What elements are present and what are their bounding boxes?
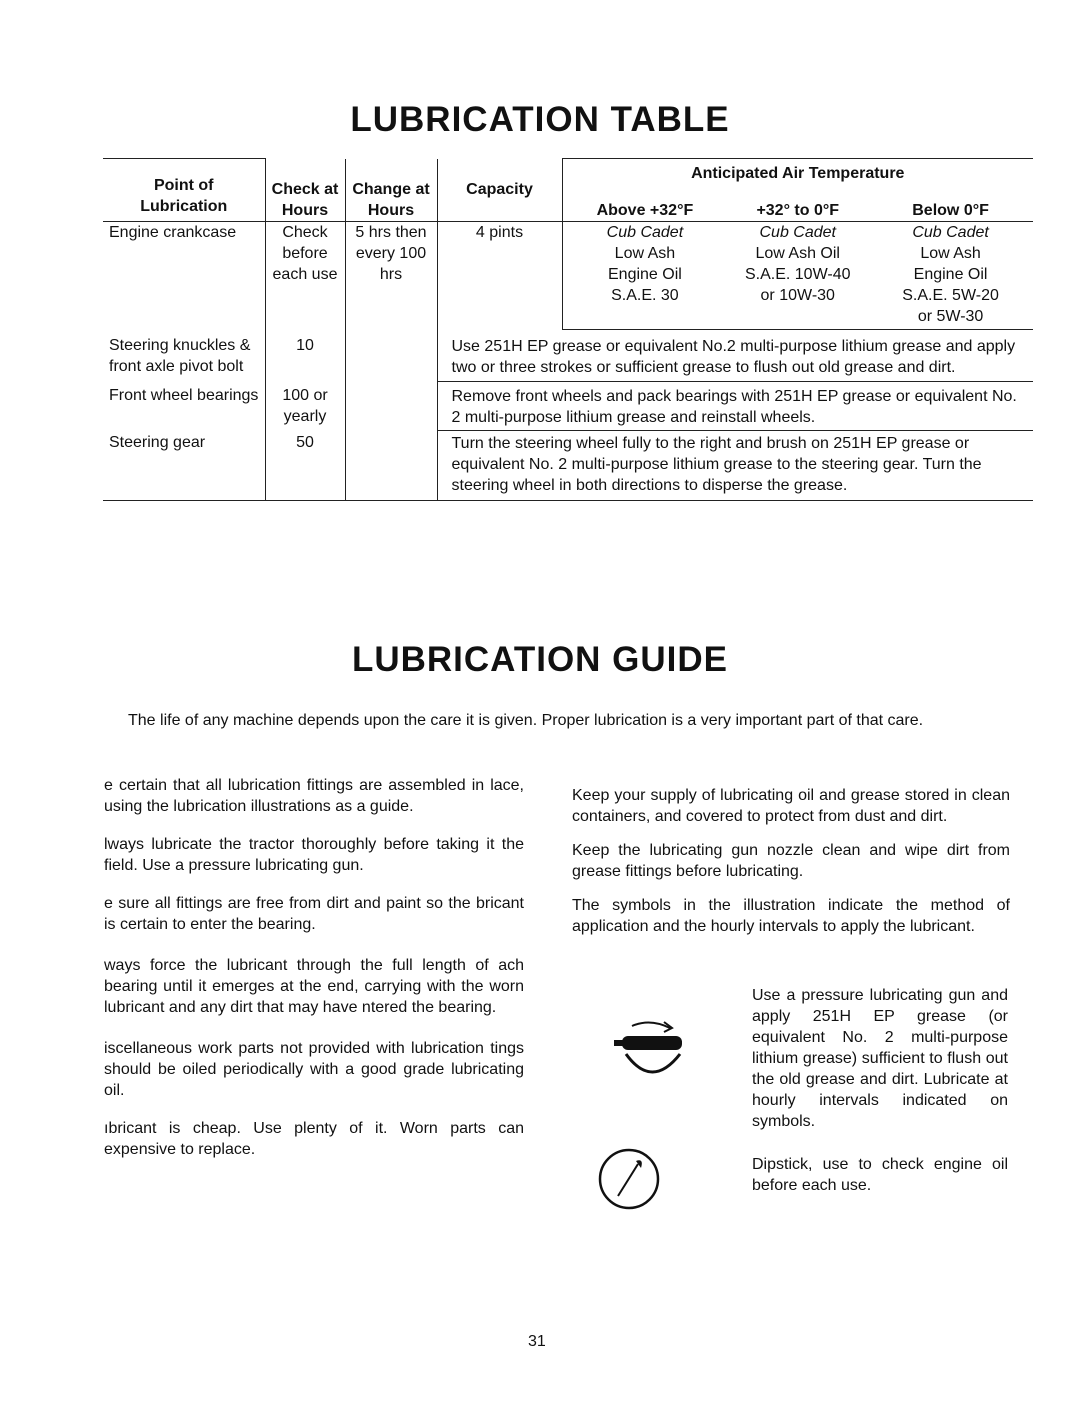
header-point: Point of Lubrication xyxy=(103,159,265,222)
header-change: Change at Hours xyxy=(345,159,437,222)
capacity-cell: 4 pints xyxy=(437,221,562,329)
t1-line: S.A.E. 30 xyxy=(611,286,679,304)
t3-line: Cub Cadet xyxy=(912,223,989,241)
guide-paragraph: iscellaneous work parts not provided with lubrication tings should be oiled periodically with a good grade lubricating oil. xyxy=(104,1040,524,1099)
t2-line: Cub Cadet xyxy=(759,223,836,241)
page-number: 31 xyxy=(528,1333,546,1350)
header-capacity: Capacity xyxy=(437,159,562,222)
grease-gun-text: Use a pressure lubricating gun and apply 251H EP grease (or equivalent No. 2 multi-purpose lithium grease) sufficient to flush out the old grease and dirt. Lubricate at hourly intervals indicated on symbols. xyxy=(752,987,1008,1130)
table-title: LUBRICATION TABLE xyxy=(350,100,730,139)
check-cell: 50 xyxy=(265,430,345,500)
guide-paragraph: ways force the lubricant through the full length of ach bearing until it emerges at the end, carrying with the worn lubricant and any dirt that may have ntered the bearing. xyxy=(104,957,524,1016)
grease-gun-icon xyxy=(610,1018,700,1088)
t3-line: Engine Oil xyxy=(913,265,988,283)
t2-line: Low Ash Oil xyxy=(755,244,840,262)
dipstick-text: Dipstick, use to check engine oil before each use. xyxy=(752,1156,1008,1194)
point-cell: Engine crankcase xyxy=(109,223,237,241)
t1-line: Cub Cadet xyxy=(606,223,684,241)
guide-title: LUBRICATION GUIDE xyxy=(351,640,729,679)
t3-line: Low Ash xyxy=(920,244,981,262)
desc-cell: Use 251H EP grease or equivalent No.2 multi-purpose lithium grease and apply two or three strokes or sufficient grease to flush out old grease and dirt. xyxy=(437,329,1033,381)
header-t3: Below 0°F xyxy=(912,201,989,219)
guide-paragraph: e sure all fittings are free from dirt and paint so the bricant is certain to enter the bearing. xyxy=(104,895,524,933)
guide-paragraph: ıbricant is cheap. Use plenty of it. Worn parts can expensive to replace. xyxy=(104,1120,524,1158)
desc-cell: Turn the steering wheel fully to the right and brush on 251H EP grease or equivalent No. 2 multi-purpose lithium grease to the steering gear. Turn the steering wheel in both directions to disperse the grease. xyxy=(437,430,1033,500)
t2-line: or 10W-30 xyxy=(760,286,835,304)
point-cell: Steering knuckles & front axle pivot bolt xyxy=(109,337,251,375)
t1-line: Low Ash xyxy=(614,244,676,262)
header-temp: Anticipated Air Temperature xyxy=(691,164,905,182)
header-check: Check at Hours xyxy=(265,159,345,222)
guide-paragraph: lways lubricate the tractor thoroughly before taking it the field. Use a pressure lubricating gun. xyxy=(104,836,524,874)
dipstick-icon xyxy=(596,1146,662,1212)
lubrication-table xyxy=(103,158,1033,501)
table-row xyxy=(103,329,1033,381)
guide-paragraph: e certain that all lubrication fittings are assembled in lace, using the lubrication illustrations as a guide. xyxy=(104,777,524,815)
desc-cell: Remove front wheels and pack bearings with 251H EP grease or equivalent No. 2 multi-purpose lithium grease and reinstall wheels. xyxy=(437,381,1033,430)
guide-intro: The life of any machine depends upon the care it is given. Proper lubrication is a very important part of that care. xyxy=(128,712,924,729)
t3-line: or 5W-30 xyxy=(917,307,984,325)
guide-paragraph: The symbols in the illustration indicate the method of application and the hourly intervals to apply the lubricant. xyxy=(572,897,1010,935)
table-row xyxy=(103,381,1033,430)
guide-paragraph: Keep your supply of lubricating oil and grease stored in clean containers, and covered to protect from dust and dirt. xyxy=(572,787,1010,825)
check-cell: 10 xyxy=(265,329,345,381)
right-column xyxy=(572,785,1010,954)
t3-line: S.A.E. 5W-20 xyxy=(902,286,999,304)
table-row xyxy=(103,221,1033,329)
t1-line: Engine Oil xyxy=(608,265,682,283)
change-cell: 5 hrs then every 100 hrs xyxy=(345,221,437,329)
point-cell: Steering gear xyxy=(103,430,265,500)
check-cell: 100 or yearly xyxy=(265,381,345,430)
table-header xyxy=(103,159,1033,222)
guide-paragraph: Keep the lubricating gun nozzle clean and wipe dirt from grease fittings before lubricating. xyxy=(572,842,1010,880)
point-cell: Front wheel bearings xyxy=(109,387,259,404)
table-row xyxy=(103,430,1033,500)
check-cell: Check before each use xyxy=(265,221,345,329)
t2-line: S.A.E. 10W-40 xyxy=(744,265,851,283)
left-column xyxy=(104,775,524,1177)
header-t2: +32° to 0°F xyxy=(756,201,840,219)
header-t1: Above +32°F xyxy=(596,201,694,219)
